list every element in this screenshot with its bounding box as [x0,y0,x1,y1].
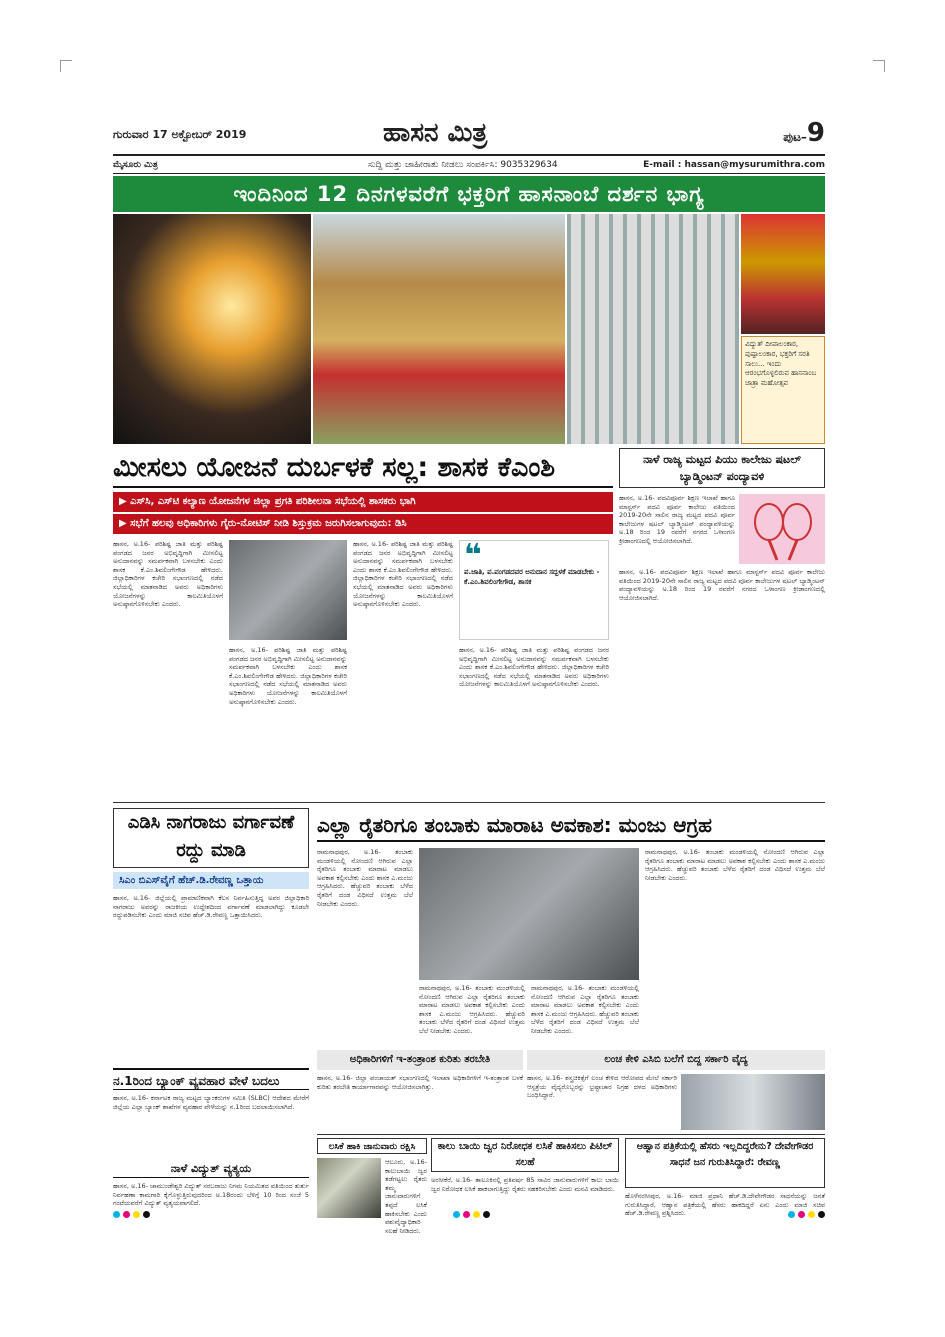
bribe-headline: ಲಂಚ ಕೇಳಿ ಎಸಿಬಿ ಬಲೆಗೆ ಬಿದ್ದ ಸರ್ಕಾರಿ ವೈದ್ಯ [527,1050,825,1070]
badminton-headline: ನಾಳೆ ರಾಜ್ಯ ಮಟ್ಟದ ಪಿಯು ಕಾಲೇಜು ಷಟಲ್ ಬ್ಯಾಡ್ಮಿಂಟನ್ ಪಂದ್ಯಾವಳಿ [643,453,801,483]
crop-mark [60,60,72,72]
lead-body-col3: ಹಾಸನ, ಅ.16- ಪರಿಶಿಷ್ಟ ಜಾತಿ ಮತ್ತು ಪರಿಶಿಷ್ಟ ಪಂಗಡದ ಜನರ ಅಭಿವೃದ್ಧಿಗಾಗಿ ಮೀಸಲಿಟ್ಟ ಅನುದಾನವನ್ನು ಸಮರ್ಪಕವಾಗಿ ಬಳಸಬೇಕು ಎಂದು ಶಾಸಕ ಕೆ.ಎಂ.ಶಿವಲಿಂಗೇಗೌಡ ಹೇಳಿದರು. ಜಿಲ್ಲಾಧಿಕಾರಿಗಳ ಕಚೇರಿ ಸಭಾಂಗಣದಲ್ಲಿ ನಡೆದ ಸಭೆಯಲ್ಲಿ ಮಾತನಾಡಿದ ಅವರು ಅಧಿಕಾರಿಗಳು ಯೋಜನೆಗಳನ್ನು ಕಾಲಮಿತಿಯೊಳಗೆ ಅನುಷ್ಠಾನಗೊಳಿಸಬೇಕು ಎಂದರು. [353,540,453,609]
magenta-dot [123,1211,130,1218]
lights-photo [113,214,311,444]
quote-box [459,540,609,640]
temple-idols-photo [313,214,565,444]
bank-headline: ನ.1ರಿಂದ ಬ್ಯಾಂಕ್ ವ್ಯವಹಾರ ವೇಳೆ ಬದಲು [113,1068,309,1090]
fmd-headline: ಕಾಲು ಬಾಯಿ ಜ್ವರ ನಿರೋಧಕ ಲಸಿಕೆ ಹಾಕಿಸಲು ಪಿಟಿಲ್ ಸಲಹೆ [431,1138,619,1172]
bank-body: ಹಾಸನ, ಅ.16- ಕರ್ನಾಟಕ ರಾಜ್ಯ ಮಟ್ಟದ ಬ್ಯಾಂಕರುಗಳ ಸಮಿತಿ (SLBC) ಆದೇಶದ ಮೇರೆಗೆ ಜಿಲ್ಲೆಯ ಎಲ್ಲಾ ಬ್ಯಾಂಕ್ ಶಾಖೆಗಳ ವ್ಯವಹಾರ ವೇಳೆಯನ್ನು ನ.1ರಿಂದ ಬದಲಾಯಿಸಲಾಗಿದೆ. [113,1094,309,1111]
contact-number: ಸುದ್ದಿ ಮತ್ತು ಜಾಹೀರಾತು ನೀಡಲು ಸಂಪರ್ಕಿಸಿ: 9035329634 [368,160,558,170]
contact-strip [113,158,825,174]
lead-sub2: ▶ ಸಭೆಗೆ ಹಲವು ಅಧಿಕಾರಿಗಳು ಗೈರು-ನೋಟಿಸ್ ನೀಡಿ ಶಿಸ್ತುಕ್ರಮ ಜರುಗಿಸಲಾಗುವುದು: ಡಿಸಿ [113,514,613,534]
yellow-dot [133,1211,140,1218]
lead-headline: ಮೀಸಲು ಯೋಜನೆ ದುರ್ಬಳಕೆ ಸಲ್ಲ: ಶಾಸಕ ಕೆಎಂಶಿ [113,448,613,488]
revanna-headline: ಆಹ್ವಾನ ಪತ್ರಿಕೆಯಲ್ಲಿ ಹೆಸರು ಇಲ್ಲದಿದ್ದರೇನು? ದೇವೇಗೌಡರ ಸಾಧನೆ ಜನ ಗುರುತಿಸಿದ್ದಾರೆ: ರೇವಣ್ಣ [625,1138,825,1188]
revanna-body: ಹೊಳೆನರಸೀಪುರ, ಅ.16- ಮಾಜಿ ಪ್ರಧಾನಿ ಹೆಚ್.ಡಿ.ದೇವೇಗೌಡರ ಸಾಧನೆಯನ್ನು ಜನತೆ ಗುರುತಿಸಿದ್ದಾರೆ, ಆಹ್ವಾನ ಪತ್ರಿಕೆಯಲ್ಲಿ ಹೆಸರು ಹಾಕದಿದ್ದರೆ ಏನು ಎಂದು ಮಾಜಿ ಸಚಿವ ಹೆಚ್.ಡಿ.ರೇವಣ್ಣ ಪ್ರಶ್ನಿಸಿದರು. [625,1192,825,1218]
black-dot [483,1211,490,1218]
tobacco-headline: ಎಲ್ಲಾ ರೈತರಿಗೂ ತಂಬಾಕು ಮಾರಾಟ ಅವಕಾಶ: ಮಂಜು ಆಗ್ರಹ [317,808,825,842]
meeting-photo [229,540,347,640]
black-dot [818,1211,825,1218]
tobacco-body-col4: ರಾಮನಾಥಪುರ, ಅ.16- ತಂಬಾಕು ಮಂಡಳಿಯಲ್ಲಿ ನೋಂದಣಿ ಆಗಿರುವ ಎಲ್ಲಾ ರೈತರಿಗೂ ತಂಬಾಕು ಮಾರಾಟ ಮಾಡಲು ಅವಕಾಶ ಕಲ್ಪಿಸಬೇಕು ಎಂದು ಶಾಸಕ ಎ.ಮಂಜು ಆಗ್ರಹಿಸಿದರು. ಹೆಚ್ಚುವರಿ ತಂಬಾಕು ಬೆಳೆದ ರೈತರಿಗೆ ದಂಡ ವಿಧಿಸದೆ ಉತ್ತಮ ಬೆಲೆ ನೀಡಬೇಕು ಎಂದರು. [645,848,825,882]
power-headline: ನಾಳೆ ವಿದ್ಯುತ್ ವ್ಯತ್ಯಯ [113,1160,309,1178]
divider [317,1134,825,1135]
cyan-dot [113,1211,120,1218]
queue-barricade-photo [567,214,739,444]
yellow-dot [473,1211,480,1218]
officers-headline: ಅಧಿಕಾರಿಗಳಿಗೆ ಇ-ತಂತ್ರಾಂಶ ಕುರಿತು ತರಬೇತಿ [317,1050,523,1070]
cattle-body: ಆಲೂರು, ಅ.16- ಕಾಲುಬಾಯಿ ಜ್ವರ ತಡೆಗಟ್ಟಲು ರೈತರು ತಮ್ಮ ಜಾನುವಾರುಗಳಿಗೆ ತಪ್ಪದೆ ಲಸಿಕೆ ಹಾಕಿಸಬೇಕು ಎಂದು ಪಶುವೈದ್ಯಾಧಿಕಾರಿ ಸಲಹೆ ನೀಡಿದರು. [385,1158,427,1235]
temple-banner: ಇಂದಿನಿಂದ 12 ದಿನಗಳವರೆಗೆ ಭಕ್ತರಿಗೆ ಹಾಸನಾಂಬೆ ದರ್ಶನ ಭಾಗ್ಯ [113,176,825,212]
tobacco-body-cont: ರಾಮನಾಥಪುರ, ಅ.16- ತಂಬಾಕು ಮಂಡಳಿಯಲ್ಲಿ ನೋಂದಣಿ ಆಗಿರುವ ಎಲ್ಲಾ ರೈತರಿಗೂ ತಂಬಾಕು ಮಾರಾಟ ಮಾಡಲು ಅವಕಾಶ ಕಲ್ಪಿಸಬೇಕು ಎಂದು ಶಾಸಕ ಎ.ಮಂಜು ಆಗ್ರಹಿಸಿದರು. ಹೆಚ್ಚುವರಿ ತಂಬಾಕು ಬೆಳೆದ ರೈತರಿಗೆ ದಂಡ ವಿಧಿಸದೆ ಉತ್ತಮ ಬೆಲೆ ನೀಡಬೇಕು ಎಂದರು. [419,984,525,1035]
lead-body-cont: ಹಾಸನ, ಅ.16- ಪರಿಶಿಷ್ಟ ಜಾತಿ ಮತ್ತು ಪರಿಶಿಷ್ಟ ಪಂಗಡದ ಜನರ ಅಭಿವೃದ್ಧಿಗಾಗಿ ಮೀಸಲಿಟ್ಟ ಅನುದಾನವನ್ನು ಸಮರ್ಪಕವಾಗಿ ಬಳಸಬೇಕು ಎಂದು ಶಾಸಕ ಕೆ.ಎಂ.ಶಿವಲಿಂಗೇಗೌಡ ಹೇಳಿದರು. ಜಿಲ್ಲಾಧಿಕಾರಿಗಳ ಕಚೇರಿ ಸಭಾಂಗಣದಲ್ಲಿ ನಡೆದ ಸಭೆಯಲ್ಲಿ ಮಾತನಾಡಿದ ಅವರು ಅಧಿಕಾರಿಗಳು ಯೋಜನೆಗಳನ್ನು ಕಾಲಮಿತಿಯೊಳಗೆ ಅನುಷ್ಠಾನಗೊಳಿಸಬೇಕು ಎಂದರು. [229,646,347,706]
black-dot [143,1211,150,1218]
goddess-photo [741,214,825,334]
email-address: E-mail : hassan@mysurumithra.com [643,160,825,170]
lead-body: ಹಾಸನ, ಅ.16- ಪರಿಶಿಷ್ಟ ಜಾತಿ ಮತ್ತು ಪರಿಶಿಷ್ಟ ಪಂಗಡದ ಜನರ ಅಭಿವೃದ್ಧಿಗಾಗಿ ಮೀಸಲಿಟ್ಟ ಅನುದಾನವನ್ನು ಸಮರ್ಪಕವಾಗಿ ಬಳಸಬೇಕು ಎಂದು ಶಾಸಕ ಕೆ.ಎಂ.ಶಿವಲಿಂಗೇಗೌಡ ಹೇಳಿದರು. ಜಿಲ್ಲಾಧಿಕಾರಿಗಳ ಕಚೇರಿ ಸಭಾಂಗಣದಲ್ಲಿ ನಡೆದ ಸಭೆಯಲ್ಲಿ ಮಾತನಾಡಿದ ಅವರು ಅಧಿಕಾರಿಗಳು ಯೋಜನೆಗಳನ್ನು ಕಾಲಮಿತಿಯೊಳಗೆ ಅನುಷ್ಠಾನಗೊಳಿಸಬೇಕು ಎಂದರು. [113,540,223,609]
masthead [113,118,825,156]
racket-illustration [739,494,825,564]
officers-body: ಹಾಸನ, ಅ.16- ಜಿಲ್ಲಾ ಪಂಚಾಯತ್ ಸಭಾಂಗಣದಲ್ಲಿ ಇಲಾಖಾ ಅಧಿಕಾರಿಗಳಿಗೆ ಇ-ತಂತ್ರಾಂಶ ಬಳಕೆ ಕುರಿತು ತರಬೇತಿ ಕಾರ್ಯಾಗಾರವನ್ನು ಆಯೋಜಿಸಲಾಗಿತ್ತು. [317,1074,523,1091]
cyan-dot [453,1211,460,1218]
color-registration [453,1211,490,1218]
lead-body-col4: ಹಾಸನ, ಅ.16- ಪರಿಶಿಷ್ಟ ಜಾತಿ ಮತ್ತು ಪರಿಶಿಷ್ಟ ಪಂಗಡದ ಜನರ ಅಭಿವೃದ್ಧಿಗಾಗಿ ಮೀಸಲಿಟ್ಟ ಅನುದಾನವನ್ನು ಸಮರ್ಪಕವಾಗಿ ಬಳಸಬೇಕು ಎಂದು ಶಾಸಕ ಕೆ.ಎಂ.ಶಿವಲಿಂಗೇಗೌಡ ಹೇಳಿದರು. ಜಿಲ್ಲಾಧಿಕಾರಿಗಳ ಕಚೇರಿ ಸಭಾಂಗಣದಲ್ಲಿ ನಡೆದ ಸಭೆಯಲ್ಲಿ ಮಾತನಾಡಿದ ಅವರು ಅಧಿಕಾರಿಗಳು ಯೋಜನೆಗಳನ್ನು ಕಾಲಮಿತಿಯೊಳಗೆ ಅನುಷ್ಠಾನಗೊಳಿಸಬೇಕು ಎಂದರು. [459,646,609,689]
cyan-dot [788,1211,795,1218]
crop-mark [873,60,885,72]
cattle-photo [317,1158,381,1218]
page-number: ಪುಟ–9 [783,118,825,148]
adc-headline: ಎಡಿಸಿ ನಾಗರಾಜು ವರ್ಗಾವಣೆ ರದ್ದು ಮಾಡಿ [113,808,309,868]
magenta-dot [798,1211,805,1218]
tobacco-meeting-photo [419,848,639,980]
newspaper-page [113,118,825,1235]
racket-icon [739,494,825,564]
color-registration [788,1211,825,1218]
quote-mark-icon: ❝ [464,538,482,573]
lead-sub1: ▶ ಎಸ್‌ಸಿ, ಎಸ್‌ಟಿ ಕಲ್ಯಾಣ ಯೋಜನೆಗಳ ಜಿಲ್ಲಾ ಪ್ರಗತಿ ಪರಿಶೀಲನಾ ಸಭೆಯಲ್ಲಿ ಶಾಸಕರು ಭಾಗಿ [113,492,613,512]
divider [113,802,825,803]
pull-quote: ಪ.ಜಾತಿ, ಪ.ಪಂಗಡದವರ ಅನುದಾನ ಸದ್ಬಳಕೆ ಮಾಡಬೇಕು - ಕೆ.ಎಂ.ಶಿವಲಿಂಗೇಗೌಡ, ಶಾಸಕ [464,568,600,586]
badminton-body: ಹಾಸನ, ಅ.16- ಪದವಿಪೂರ್ವ ಶಿಕ್ಷಣ ಇಲಾಖೆ ಹಾಗೂ ಮಾಸ್ಟರ್ಸ್ ಪದವಿ ಪೂರ್ವ ಕಾಲೇಜು ವತಿಯಿಂದ 2019-20ನೇ ಸಾಲಿನ ರಾಜ್ಯ ಮಟ್ಟದ ಪದವಿ ಪೂರ್ವ ಕಾಲೇಜುಗಳ ಷಟಲ್ ಬ್ಯಾಡ್ಮಿಂಟನ್ ಪಂದ್ಯಾವಳಿಯನ್ನು ಅ.18 ರಿಂದ 19 ರವರೆಗೆ ನಗರದ ಒಳಾಂಗಣ ಕ್ರೀಡಾಂಗಣದಲ್ಲಿ ಆಯೋಜಿಸಲಾಗಿದೆ. [619,494,735,545]
bribe-body: ಹಾಸನ, ಅ.16- ಶಸ್ತ್ರಚಿಕಿತ್ಸೆಗೆ ಲಂಚ ಕೇಳಿದ ಆರೋಪದ ಮೇಲೆ ಸರ್ಕಾರಿ ಆಸ್ಪತ್ರೆಯ ವೈದ್ಯರೊಬ್ಬರನ್ನು ಭ್ರಷ್ಟಾಚಾರ ನಿಗ್ರಹ ದಳದ ಅಧಿಕಾರಿಗಳು ಬಂಧಿಸಿದ್ದಾರೆ. [527,1074,677,1100]
fmd-body: ಅರಸೀಕೆರೆ, ಅ.16- ತಾಲೂಕಿನಲ್ಲಿ ಪ್ರತಿವರ್ಷ 85 ಸಾವಿರ ಜಾನುವಾರುಗಳಿಗೆ ಕಾಲು ಬಾಯಿ ಜ್ವರ ನಿರೋಧಕ ಲಸಿಕೆ ಹಾಕಲಾಗುತ್ತಿದ್ದು ರೈತರು ಸಹಕರಿಸಬೇಕು ಎಂದು ಮನವಿ ಮಾಡಿದರು. [431,1176,619,1193]
yellow-dot [808,1211,815,1218]
magenta-dot [463,1211,470,1218]
color-registration [113,1211,150,1218]
badminton-body-cont: ಹಾಸನ, ಅ.16- ಪದವಿಪೂರ್ವ ಶಿಕ್ಷಣ ಇಲಾಖೆ ಹಾಗೂ ಮಾಸ್ಟರ್ಸ್ ಪದವಿ ಪೂರ್ವ ಕಾಲೇಜು ವತಿಯಿಂದ 2019-20ನೇ ಸಾಲಿನ ರಾಜ್ಯ ಮಟ್ಟದ ಪದವಿ ಪೂರ್ವ ಕಾಲೇಜುಗಳ ಷಟಲ್ ಬ್ಯಾಡ್ಮಿಂಟನ್ ಪಂದ್ಯಾವಳಿಯನ್ನು ಅ.18 ರಿಂದ 19 ರವರೆಗೆ ನಗರದ ಒಳಾಂಗಣ ಕ್ರೀಡಾಂಗಣದಲ್ಲಿ ಆಯೋಜಿಸಲಾಗಿದೆ. [619,568,825,602]
tobacco-body: ರಾಮನಾಥಪುರ, ಅ.16- ತಂಬಾಕು ಮಂಡಳಿಯಲ್ಲಿ ನೋಂದಣಿ ಆಗಿರುವ ಎಲ್ಲಾ ರೈತರಿಗೂ ತಂಬಾಕು ಮಾರಾಟ ಮಾಡಲು ಅವಕಾಶ ಕಲ್ಪಿಸಬೇಕು ಎಂದು ಶಾಸಕ ಎ.ಮಂಜು ಆಗ್ರಹಿಸಿದರು. ಹೆಚ್ಚುವರಿ ತಂಬಾಕು ಬೆಳೆದ ರೈತರಿಗೆ ದಂಡ ವಿಧಿಸದೆ ಉತ್ತಮ ಬೆಲೆ ನೀಡಬೇಕು ಎಂದರು. [317,848,413,908]
adc-subhead: ಸಿಎಂ ಬಿಎಸ್‌ವೈಗೆ ಹೆಚ್.ಡಿ.ರೇವಣ್ಣ ಒತ್ತಾಯ [113,872,309,889]
photo-caption: ವಿದ್ಯುತ್ ದೀಪಾಲಂಕಾರ, ಪುಷ್ಪಾಲಂಕಾರ, ಭಕ್ತರಿಗೆ ಸರತಿ ಸಾಲು... ಇಂದು ಆರಂಭಗೊಳ್ಳಲಿರುವ ಹಾಸನಾಂಬ ಜಾತ್ರಾ ಮಹೋತ್ಸವ [741,336,825,444]
hospital-photo [681,1074,825,1130]
badminton-headline-box [619,448,825,488]
date-line: ಗುರುವಾರ 17 ಅಕ್ಟೋಬರ್ 2019 [113,128,247,141]
brand-name: ಮೈಸೂರು ಮಿತ್ರ [113,160,158,170]
adc-body: ಹಾಸನ, ಅ.16- ಜಿಲ್ಲೆಯಲ್ಲಿ ಪ್ರಾಮಾಣಿಕವಾಗಿ ಕೆಲಸ ನಿರ್ವಹಿಸುತ್ತಿದ್ದ ಅಪರ ಜಿಲ್ಲಾಧಿಕಾರಿ ನಾಗರಾಜು ಅವರನ್ನು ರಾಜಕೀಯ ಉದ್ದೇಶದಿಂದ ವರ್ಗಾವಣೆ ಮಾಡಲಾಗಿದ್ದು ಕೂಡಲೇ ರದ್ದುಪಡಿಸಬೇಕು ಎಂದು ಮಾಜಿ ಸಚಿವ ಹೆಚ್.ಡಿ.ರೇವಣ್ಣ ಒತ್ತಾಯಿಸಿದರು. [113,894,309,920]
power-body: ಹಾಸನ, ಅ.16- ಚಾಮುಂಡೇಶ್ವರಿ ವಿದ್ಯುತ್ ಸರಬರಾಜು ನಿಗಮ ನಿಯಮಿತದ ವತಿಯಿಂದ ತುರ್ತು ನಿರ್ವಹಣಾ ಕಾಮಗಾರಿ ಕೈಗೊಳ್ಳುತ್ತಿರುವುದರಿಂದ ಅ.18ರಂದು ಬೆಳಿಗ್ಗೆ 10 ರಿಂದ ಸಂಜೆ 5 ಗಂಟೆಯವರೆಗೆ ವಿದ್ಯುತ್ ವ್ಯತ್ಯಯವಾಗಲಿದೆ. [113,1182,309,1208]
cattle-headline: ಲಸಿಕೆ ಹಾಕಿ ಜಾನುವಾರು ರಕ್ಷಿಸಿ [317,1138,427,1154]
paper-title: ಹಾಸನ ಮಿತ್ರ [383,118,488,148]
tobacco-body-col3: ರಾಮನಾಥಪುರ, ಅ.16- ತಂಬಾಕು ಮಂಡಳಿಯಲ್ಲಿ ನೋಂದಣಿ ಆಗಿರುವ ಎಲ್ಲಾ ರೈತರಿಗೂ ತಂಬಾಕು ಮಾರಾಟ ಮಾಡಲು ಅವಕಾಶ ಕಲ್ಪಿಸಬೇಕು ಎಂದು ಶಾಸಕ ಎ.ಮಂಜು ಆಗ್ರಹಿಸಿದರು. ಹೆಚ್ಚುವರಿ ತಂಬಾಕು ಬೆಳೆದ ರೈತರಿಗೆ ದಂಡ ವಿಧಿಸದೆ ಉತ್ತಮ ಬೆಲೆ ನೀಡಬೇಕು ಎಂದರು. [531,984,639,1035]
